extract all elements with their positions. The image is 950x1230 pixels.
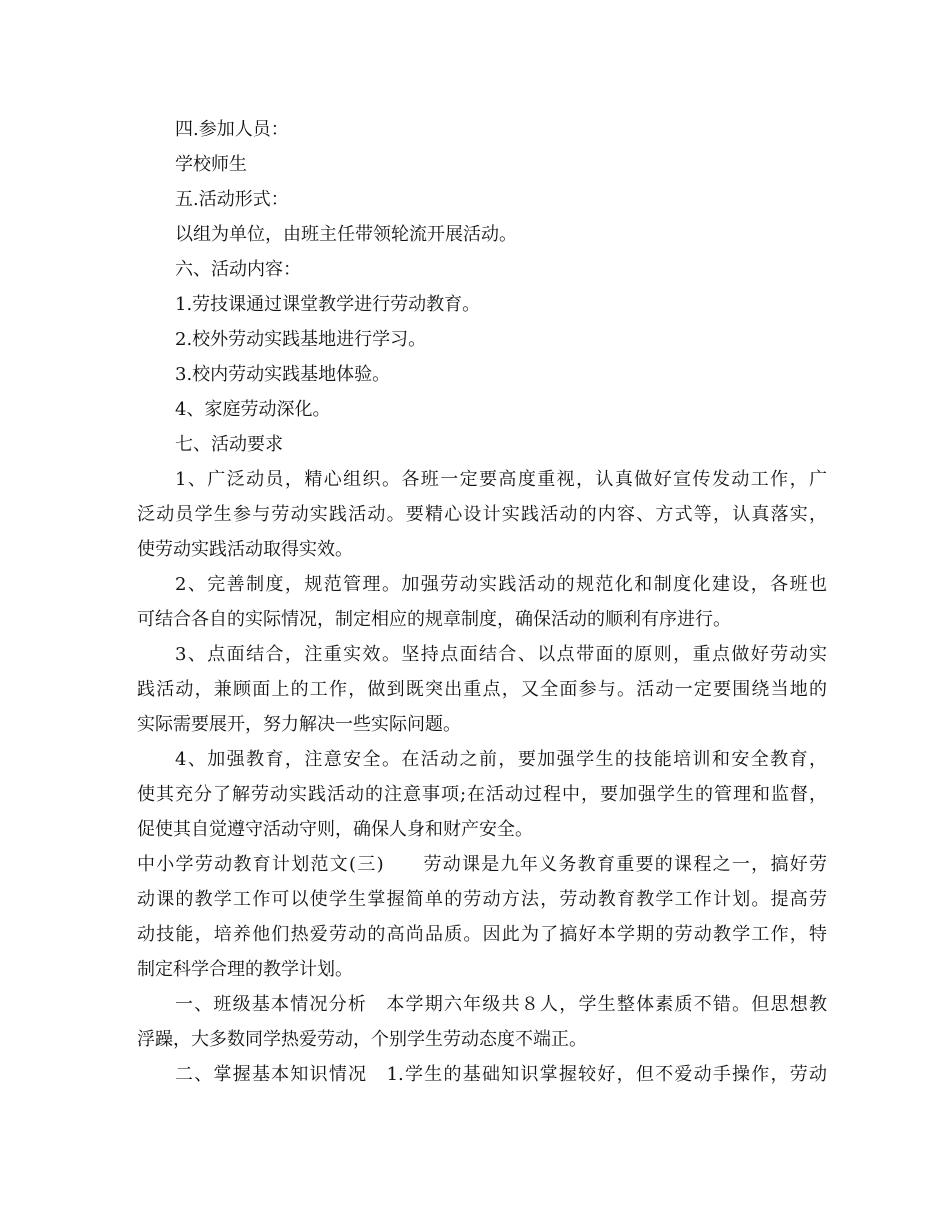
paragraph-line: 制定科学合理的教学计划。 bbox=[137, 959, 353, 980]
paragraph-line: 可结合各自的实际情况，制定相应的规章制度，确保活动的顺利有序进行。 bbox=[137, 609, 731, 630]
section-heading-activity-content: 六、活动内容： bbox=[175, 259, 301, 280]
paragraph-line: 学校师生 bbox=[175, 154, 247, 175]
document-body bbox=[137, 112, 827, 1092]
paragraph-line: 浮躁，大多数同学热爱劳动，个别学生劳动态度不端正。 bbox=[137, 1029, 587, 1050]
list-item: 2.校外劳动实践基地进行学习。 bbox=[175, 329, 427, 350]
section-heading-activity-form: 五.活动形式： bbox=[175, 189, 289, 210]
paragraph-line: 4、加强教育，注意安全。在活动之前，要加强学生的技能培训和安全教育， bbox=[175, 749, 827, 770]
paragraph-line: 实际需要展开，努力解决一些实际问题。 bbox=[137, 714, 461, 735]
paragraph-line: 动课的教学工作可以使学生掌握简单的劳动方法，劳动教育教学工作计划。提高劳 bbox=[137, 889, 827, 910]
section-heading-activity-requirements: 七、活动要求 bbox=[175, 434, 283, 455]
paragraph-line: 使劳动实践活动取得实效。 bbox=[137, 539, 353, 560]
paragraph-line: 3、点面结合，注重实效。坚持点面结合、以点带面的原则，重点做好劳动实 bbox=[175, 644, 827, 665]
paragraph-line-with-heading: 中小学劳动教育计划范文(三) 劳动课是九年义务教育重要的课程之一，搞好劳 bbox=[137, 854, 827, 875]
paragraph-line: 促使其自觉遵守活动守则，确保人身和财产安全。 bbox=[137, 819, 533, 840]
paragraph-line: 践活动，兼顾面上的工作，做到既突出重点，又全面参与。活动一定要围绕当地的 bbox=[137, 679, 827, 700]
paragraph-line: 一、班级基本情况分析 本学期六年级共８人，学生整体素质不错。但思想教 bbox=[175, 994, 827, 1015]
paragraph-line: 泛动员学生参与劳动实践活动。要精心设计实践活动的内容、方式等，认真落实， bbox=[137, 504, 827, 525]
paragraph-line: 使其充分了解劳动实践活动的注意事项;在活动过程中，要加强学生的管理和监督， bbox=[137, 784, 827, 805]
paragraph-line: 1、广泛动员，精心组织。各班一定要高度重视，认真做好宣传发动工作，广 bbox=[175, 469, 827, 490]
list-item: 3.校内劳动实践基地体验。 bbox=[175, 364, 391, 385]
paragraph-line: 动技能，培养他们热爱劳动的高尚品质。因此为了搞好本学期的劳动教学工作，特 bbox=[137, 924, 827, 945]
paragraph-line: 二、掌握基本知识情况 1.学生的基础知识掌握较好，但不爱动手操作，劳动 bbox=[175, 1064, 827, 1085]
list-item: 1.劳技课通过课堂教学进行劳动教育。 bbox=[175, 294, 481, 315]
paragraph-line: 2、完善制度，规范管理。加强劳动实践活动的规范化和制度化建设，各班也 bbox=[175, 574, 827, 595]
paragraph-line: 以组为单位，由班主任带领轮流开展活动。 bbox=[175, 224, 517, 245]
list-item: 4、家庭劳动深化。 bbox=[175, 399, 331, 420]
section-heading-participants: 四.参加人员： bbox=[175, 119, 289, 140]
